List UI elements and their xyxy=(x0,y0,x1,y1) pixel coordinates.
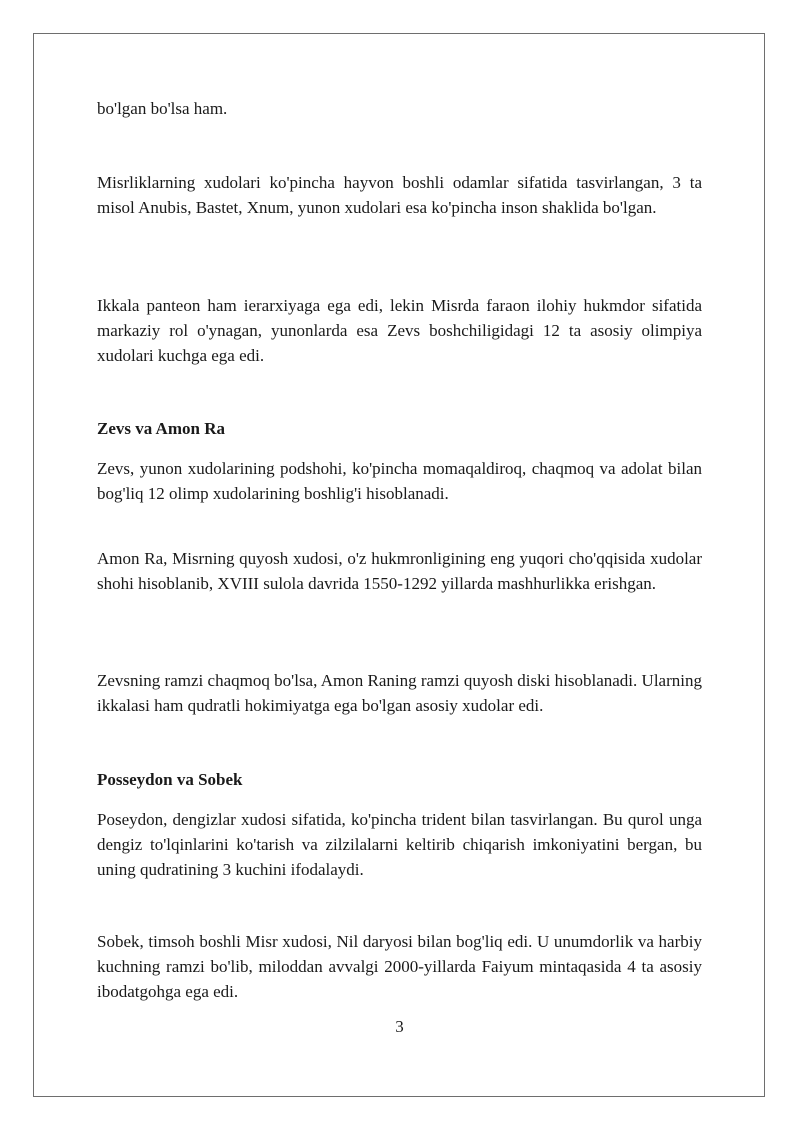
paragraph-poseidon: Poseydon, dengizlar xudosi sifatida, ko'pincha trident bilan tasvirlangan. Bu qurol unga dengiz to'lqinlarini ko'tarish va zilzilalarni keltirib chiqarish imkoniyatini bergan, bu uning qudratining 3 kuchini ifodalaydi. xyxy=(97,810,702,879)
paragraph-zeus: Zevs, yunon xudolarining podshohi, ko'pincha momaqaldiroq, chaqmoq va adolat bilan bog'liq 12 olimp xudolarining boshlig'i hisoblanadi. xyxy=(97,459,702,503)
paragraph-continuation: bo'lgan bo'lsa ham. xyxy=(97,99,228,118)
heading-zeus-amon-ra: Zevs va Amon Ra xyxy=(97,419,225,438)
heading-poseidon-sobek: Posseydon va Sobek xyxy=(97,770,243,789)
page-number: 3 xyxy=(395,1017,404,1036)
paragraph-egyptian-gods: Misrliklarning xudolari ko'pincha hayvon boshli odamlar sifatida tasvirlangan, 3 ta misol Anubis, Bastet, Xnum, yunon xudolari esa ko'pincha inson shaklida bo'lgan. xyxy=(97,173,702,217)
paragraph-amon-ra: Amon Ra, Misrning quyosh xudosi, o'z hukmronligining eng yuqori cho'qqisida xudolar shohi hisoblanib, XVIII sulola davrida 1550-1292 yillarda mashhurlikka erishgan. xyxy=(97,549,702,593)
paragraph-symbols: Zevsning ramzi chaqmoq bo'lsa, Amon Raning ramzi quyosh diski hisoblanadi. Ularning ikkalasi ham qudratli hokimiyatga ega bo'lgan asosiy xudolar edi. xyxy=(97,671,702,715)
paragraph-pantheon-hierarchy: Ikkala panteon ham ierarxiyaga ega edi, lekin Misrda faraon ilohiy hukmdor sifatida markaziy rol o'ynagan, yunonlarda esa Zevs boshchiligidagi 12 ta asosiy olimpiya xudolari kuchga ega edi. xyxy=(97,296,702,365)
paragraph-sobek: Sobek, timsoh boshli Misr xudosi, Nil daryosi bilan bog'liq edi. U unumdorlik va harbiy kuchning ramzi bo'lib, miloddan avvalgi 2000-yillarda Faiyum mintaqasida 4 ta asosiy ibodatgohga ega edi. xyxy=(97,932,702,1001)
